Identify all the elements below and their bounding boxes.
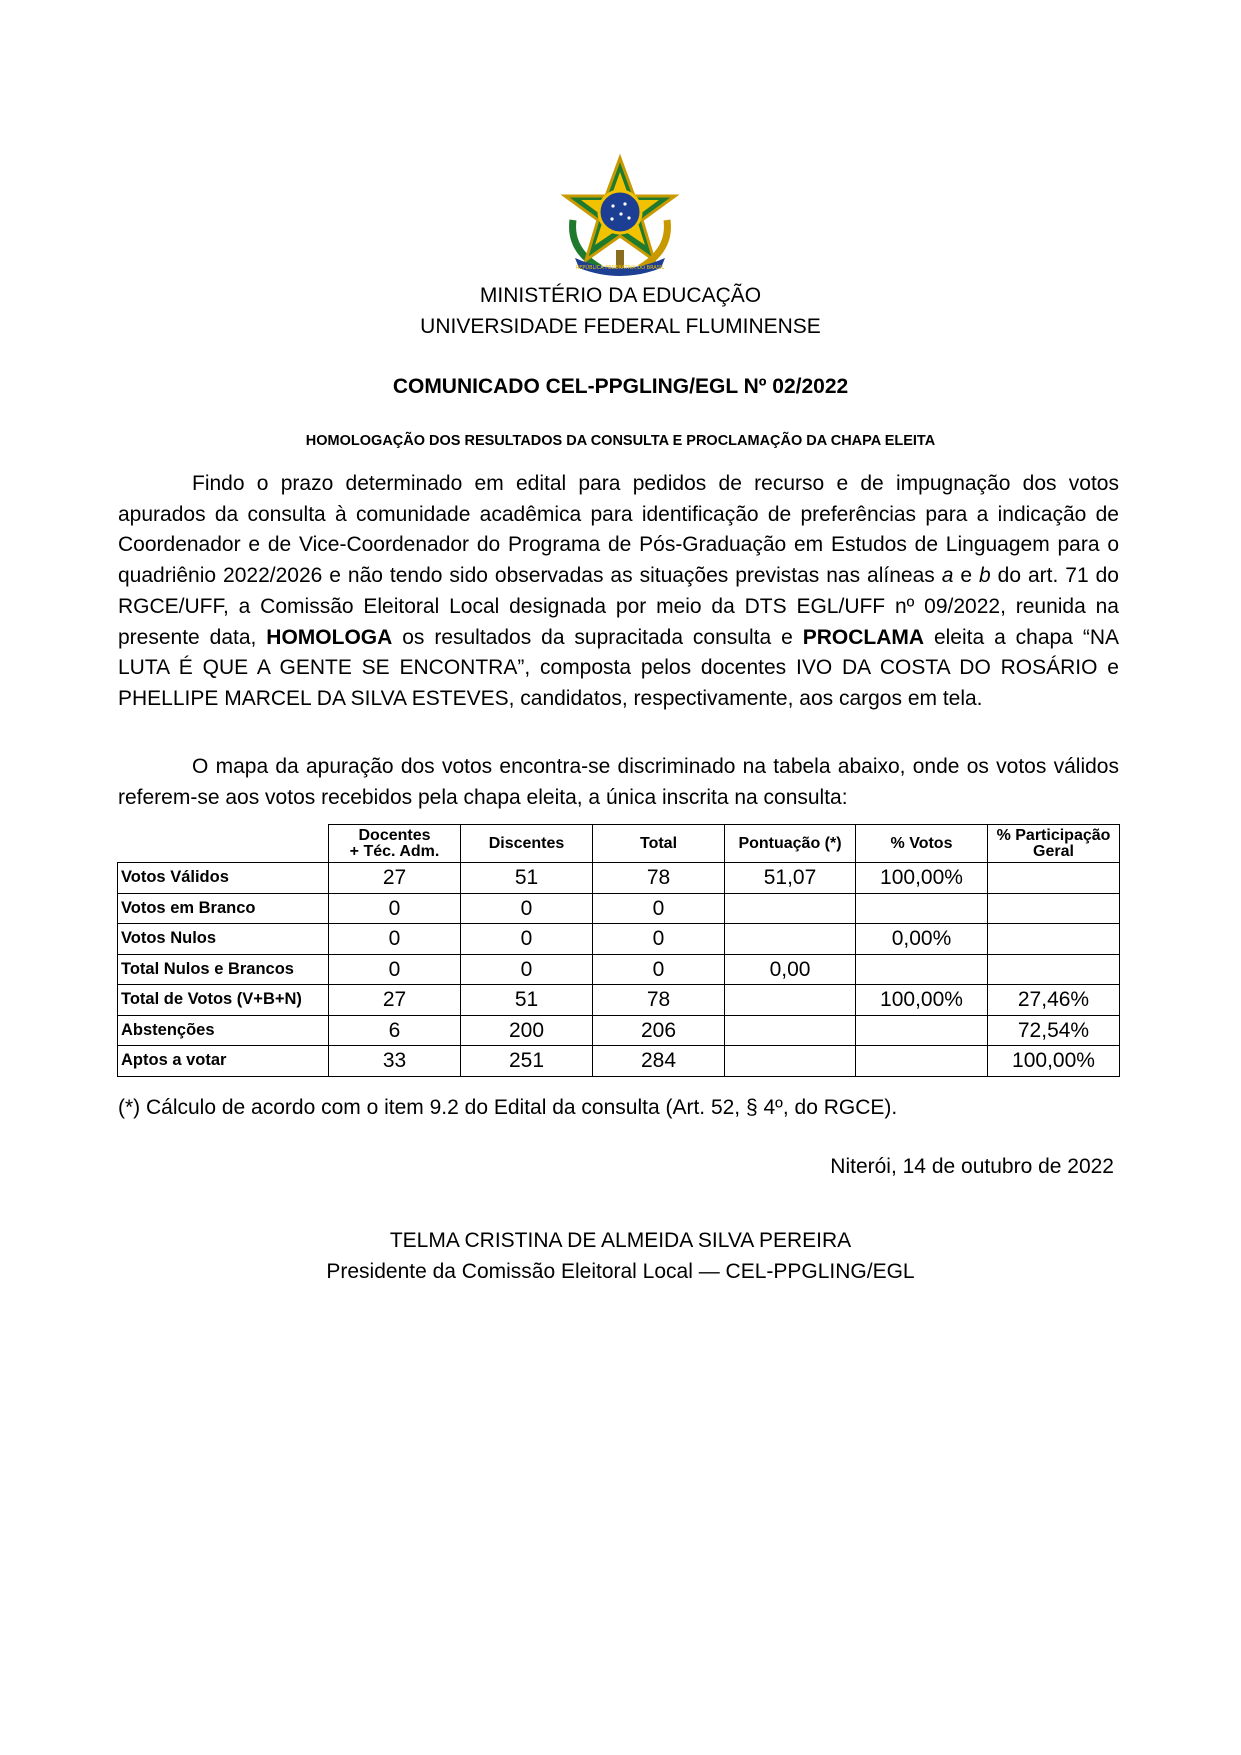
- results-table: [117, 824, 1120, 1077]
- header-docentes-line2: + Téc. Adm.: [349, 842, 440, 860]
- cell-participacao: 72,54%: [988, 1015, 1120, 1046]
- cell-discentes: 251: [461, 1046, 593, 1077]
- cell-pontuacao: [725, 924, 856, 955]
- university-heading: UNIVERSIDADE FEDERAL FLUMINENSE: [420, 315, 821, 338]
- header-participacao: [988, 825, 1120, 863]
- row-label: Total Nulos e Brancos: [118, 954, 329, 985]
- paragraph-bold-proclama: PROCLAMA: [802, 625, 925, 649]
- cell-participacao: [988, 893, 1120, 924]
- table-row: [118, 1046, 1120, 1077]
- cell-votos-pct: [856, 1046, 988, 1077]
- cell-docentes: 6: [329, 1015, 461, 1046]
- cell-participacao: 27,46%: [988, 985, 1120, 1016]
- cell-discentes: 0: [461, 924, 593, 955]
- cell-total: 78: [593, 863, 725, 894]
- cell-discentes: 51: [461, 863, 593, 894]
- cell-docentes: 27: [329, 985, 461, 1016]
- signatory-name: TELMA CRISTINA DE ALMEIDA SILVA PEREIRA: [389, 1229, 852, 1252]
- table-row: [118, 924, 1120, 955]
- document-subtitle: HOMOLOGAÇÃO DOS RESULTADOS DA CONSULTA E PROCLAMAÇÃO DA CHAPA ELEITA: [305, 433, 936, 449]
- cell-participacao: [988, 954, 1120, 985]
- ministry-heading: MINISTÉRIO DA EDUCAÇÃO: [479, 284, 762, 307]
- cell-total: 0: [593, 954, 725, 985]
- cell-participacao: 100,00%: [988, 1046, 1120, 1077]
- paragraph-italic-a: a: [941, 564, 954, 588]
- row-label: Aptos a votar: [118, 1046, 329, 1077]
- cell-docentes: 0: [329, 954, 461, 985]
- cell-docentes: 0: [329, 924, 461, 955]
- row-label: Abstenções: [118, 1015, 329, 1046]
- cell-discentes: 200: [461, 1015, 593, 1046]
- paragraph-text: e: [953, 564, 980, 588]
- cell-votos-pct: 100,00%: [856, 863, 988, 894]
- cell-total: 206: [593, 1015, 725, 1046]
- table-row: [118, 893, 1120, 924]
- cell-total: 0: [593, 893, 725, 924]
- cell-votos-pct: [856, 1015, 988, 1046]
- cell-pontuacao: 0,00: [725, 954, 856, 985]
- cell-votos-pct: 0,00%: [856, 924, 988, 955]
- header-docentes-line1: Docentes: [358, 826, 431, 844]
- document-title: COMUNICADO CEL-PPGLING/EGL Nº 02/2022: [392, 375, 849, 398]
- table-row: [118, 954, 1120, 985]
- cell-votos-pct: 100,00%: [856, 985, 988, 1016]
- header-participacao-line1: % Participação: [996, 826, 1111, 844]
- cell-docentes: 33: [329, 1046, 461, 1077]
- cell-docentes: 27: [329, 863, 461, 894]
- paragraph-vote-map: [118, 752, 1119, 813]
- cell-votos-pct: [856, 893, 988, 924]
- cell-votos-pct: [856, 954, 988, 985]
- paragraph-text: do art. 71 do RGCE/UFF, a Comissão Eleitoral Local designada por meio da DTS EGL/UFF nº 09/2022, reunida na presente data,: [118, 564, 1119, 649]
- table-row: [118, 863, 1120, 894]
- brazil-coat-of-arms-icon: [555, 150, 685, 280]
- cell-total: 284: [593, 1046, 725, 1077]
- table-corner-cell: [118, 825, 329, 863]
- cell-pontuacao: [725, 985, 856, 1016]
- cell-pontuacao: [725, 893, 856, 924]
- paragraph-text: eleita a chapa “NA LUTA É QUE A GENTE SE ENCONTRA”, composta pelos docentes IVO DA COSTA DO ROSÁRIO e PHELLIPE MARCEL DA SILVA ESTEVES, candidatos, respectivamente, aos cargos em tela.: [118, 625, 1119, 710]
- cell-total: 78: [593, 985, 725, 1016]
- cell-pontuacao: [725, 1046, 856, 1077]
- paragraph-italic-b: b: [979, 564, 991, 588]
- row-label: Votos Válidos: [118, 863, 329, 894]
- cell-discentes: 0: [461, 893, 593, 924]
- paragraph-text: os resultados da supracitada consulta e: [392, 625, 803, 649]
- table-header-row: [118, 825, 1120, 863]
- header-pontuacao: Pontuação (*): [725, 825, 856, 863]
- paragraph-text: Findo o prazo determinado em edital para pedidos de recurso e de impugnação dos votos apurados da consulta à comunidade acadêmica para identificação de preferências para a indicação de Coordenador e de Vice-Coordenador do Programa de Pós-Graduação em Estudos de Linguagem para o quadriênio 2022/2026 e não tendo sido observadas as situações previstas nas alíneas: [118, 472, 1119, 588]
- paragraph-homologation: [118, 469, 1119, 715]
- cell-docentes: 0: [329, 893, 461, 924]
- cell-pontuacao: 51,07: [725, 863, 856, 894]
- emblem-ribbon-text: REPÚBLICA FEDERATIVA DO BRASIL: [575, 265, 665, 271]
- signatory-role: Presidente da Comissão Eleitoral Local — CEL-PPGLING/EGL: [326, 1260, 915, 1283]
- row-label: Votos em Branco: [118, 893, 329, 924]
- header-participacao-line2: Geral: [1033, 842, 1074, 860]
- cell-discentes: 0: [461, 954, 593, 985]
- cell-participacao: [988, 863, 1120, 894]
- paragraph-bold-homologa: HOMOLOGA: [266, 625, 393, 649]
- header-discentes: Discentes: [461, 825, 593, 863]
- header-docentes: [329, 825, 461, 863]
- row-label: Votos Nulos: [118, 924, 329, 955]
- table-row: [118, 1015, 1120, 1046]
- table-row: [118, 985, 1120, 1016]
- cell-discentes: 51: [461, 985, 593, 1016]
- table-footnote: (*) Cálculo de acordo com o item 9.2 do Edital da consulta (Art. 52, § 4º, do RGCE).: [118, 1096, 898, 1119]
- paragraph-text: O mapa da apuração dos votos encontra-se discriminado na tabela abaixo, onde os votos válidos referem-se aos votos recebidos pela chapa eleita, a única inscrita na consulta:: [118, 755, 1119, 809]
- cell-pontuacao: [725, 1015, 856, 1046]
- cell-participacao: [988, 924, 1120, 955]
- cell-total: 0: [593, 924, 725, 955]
- header-total: Total: [593, 825, 725, 863]
- row-label: Total de Votos (V+B+N): [118, 985, 329, 1016]
- place-and-date: Niterói, 14 de outubro de 2022: [830, 1155, 1114, 1178]
- header-votos-pct: % Votos: [856, 825, 988, 863]
